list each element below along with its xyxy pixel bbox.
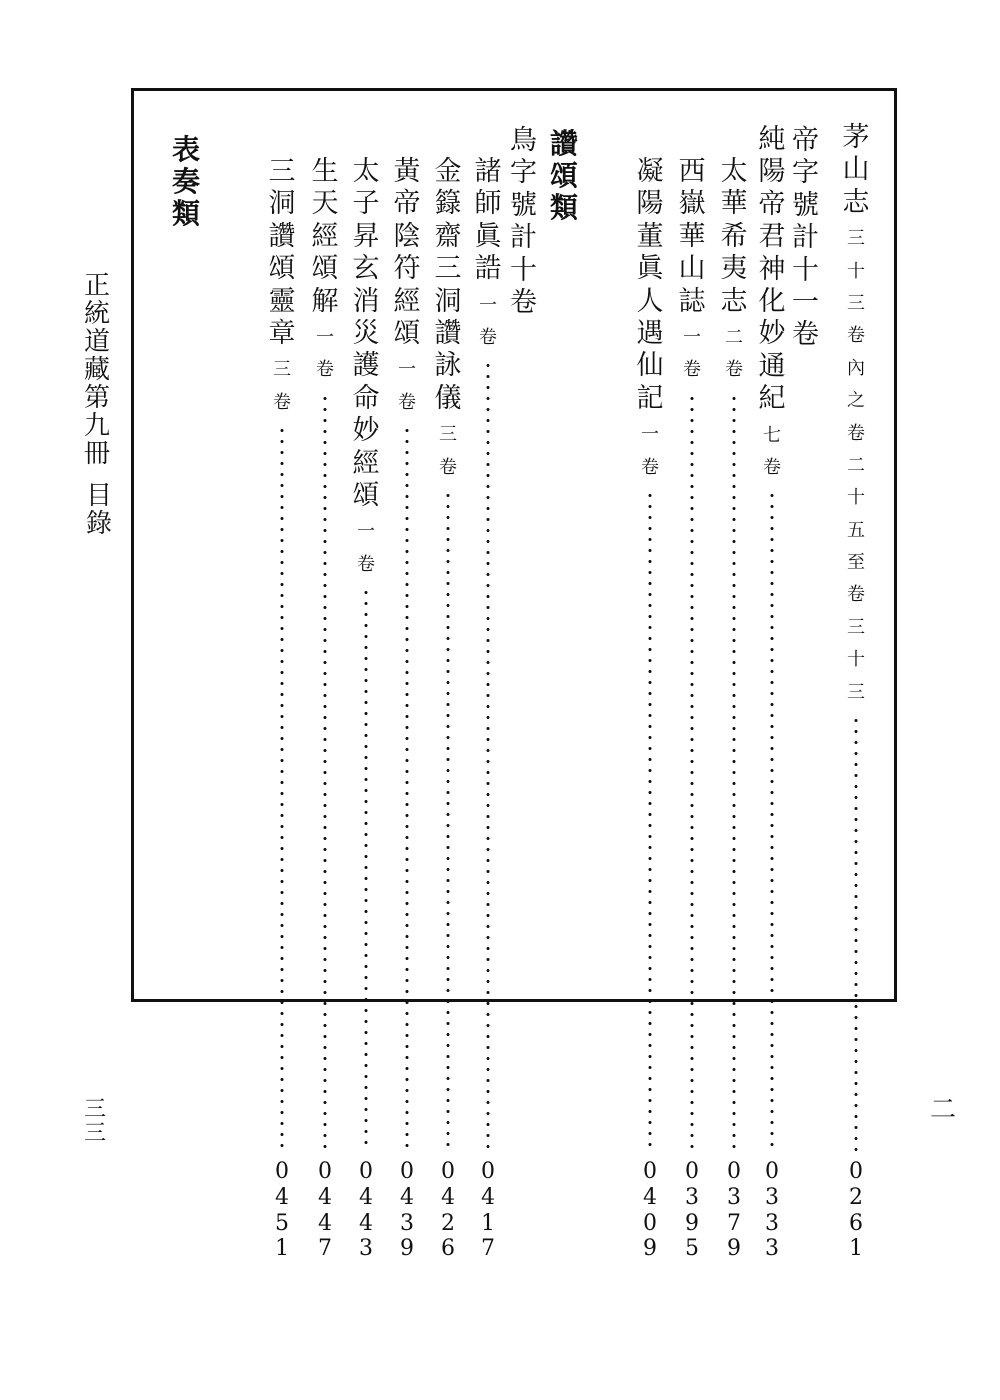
title-char: 純	[758, 124, 786, 155]
title-char: 經	[311, 220, 339, 252]
glyph: 二	[930, 1095, 957, 1125]
entry-page-number	[359, 1159, 373, 1262]
title-char: 詠	[434, 350, 462, 382]
page-digit: 0	[359, 1159, 373, 1185]
glyph: 卷	[792, 319, 819, 351]
title-char: 帝	[393, 188, 421, 220]
entry-volume-note	[398, 354, 416, 419]
title-char: 金	[434, 156, 462, 187]
running-section	[86, 482, 112, 538]
glyph: 號	[792, 189, 819, 221]
title-char: 齋	[434, 220, 462, 252]
note-char: 卷	[847, 584, 865, 606]
page-digit: 3	[765, 1236, 779, 1262]
note-char: 三	[847, 228, 865, 250]
glyph: 類	[550, 191, 579, 225]
title-char: 志	[842, 186, 870, 218]
entry-title	[269, 156, 296, 350]
title-char: 子	[352, 188, 380, 220]
note-char: 十	[847, 260, 865, 282]
title-char: 解	[311, 285, 339, 317]
title-char: 符	[393, 253, 421, 285]
leader-dots	[486, 360, 490, 1151]
title-char: 洞	[434, 285, 462, 317]
glyph: 計	[510, 222, 537, 254]
page-digit: 7	[727, 1210, 741, 1236]
title-char: 護	[352, 350, 380, 382]
title-char: 頌	[268, 253, 296, 285]
running-title	[84, 272, 110, 469]
glyph: 鳥	[510, 125, 537, 156]
glyph: 十	[510, 254, 537, 286]
title-char: 遇	[636, 317, 664, 349]
section-zan-song	[550, 128, 578, 225]
title-char: 三	[268, 156, 296, 187]
title-char: 人	[636, 285, 664, 317]
entry-title	[637, 156, 664, 415]
page-digit: 4	[359, 1184, 373, 1210]
note-char: 卷	[683, 359, 701, 381]
entry-volume-note	[683, 322, 701, 387]
note-char: 卷	[273, 391, 291, 413]
glyph: 三	[84, 1097, 107, 1122]
title-char: 希	[720, 220, 748, 252]
note-char: 卷	[847, 422, 865, 444]
entry-page-number	[400, 1159, 414, 1262]
right-page-number	[930, 1096, 956, 1124]
toc-entry	[387, 156, 427, 1262]
entry-page-number	[318, 1159, 332, 1262]
glyph: 九	[84, 411, 111, 442]
title-char: 天	[311, 188, 339, 220]
note-char: 七	[763, 424, 781, 446]
title-char: 化	[758, 285, 786, 317]
title-char: 眞	[474, 220, 502, 252]
glyph: 錄	[86, 509, 113, 540]
title-char: 三	[434, 253, 462, 285]
title-char: 命	[352, 382, 380, 414]
glyph: 冊	[84, 439, 111, 470]
title-char: 頌	[352, 479, 380, 511]
note-char: 一	[398, 359, 416, 381]
note-char: 卷	[398, 391, 416, 413]
title-char: 儀	[434, 382, 462, 414]
note-char: 之	[847, 390, 865, 412]
glyph: 十	[792, 254, 819, 286]
title-char: 西	[678, 156, 706, 187]
title-char: 誌	[678, 285, 706, 317]
page-digit: 9	[685, 1210, 699, 1236]
toc-entry	[305, 156, 345, 1262]
page-digit: 0	[400, 1159, 414, 1185]
page-digit: 7	[481, 1236, 495, 1262]
title-char: 師	[474, 188, 502, 220]
glyph: 號	[510, 189, 537, 221]
leader-dots	[323, 393, 327, 1151]
title-char: 昇	[352, 220, 380, 252]
title-char: 山	[678, 253, 706, 285]
page-digit: 3	[727, 1184, 741, 1210]
glyph: 頌	[550, 159, 579, 193]
glyph: 一	[792, 286, 819, 318]
title-char: 籙	[434, 188, 462, 220]
entry-page-number	[727, 1159, 741, 1262]
title-char: 嶽	[678, 188, 706, 220]
title-char: 黃	[393, 156, 421, 187]
toc-entry	[672, 156, 712, 1262]
title-char: 君	[758, 221, 786, 253]
page-digit: 4	[359, 1210, 373, 1236]
note-char: 內	[847, 357, 865, 379]
page-digit: 3	[765, 1184, 779, 1210]
entry-title	[394, 156, 421, 350]
entry-page-number	[275, 1159, 289, 1262]
note-char: 卷	[357, 553, 375, 575]
title-char: 陽	[758, 156, 786, 188]
title-char: 經	[352, 447, 380, 479]
glyph: 類	[172, 197, 201, 231]
page-digit: 3	[685, 1184, 699, 1210]
toc-entry	[428, 156, 468, 1262]
title-char: 帝	[758, 188, 786, 220]
page-digit: 0	[275, 1159, 289, 1185]
page-digit: 0	[765, 1159, 779, 1185]
page-digit: 0	[481, 1159, 495, 1185]
title-char: 災	[352, 317, 380, 349]
left-page-number	[84, 1098, 106, 1146]
leader-dots	[770, 490, 774, 1151]
title-char: 陰	[393, 220, 421, 252]
leader-dots	[690, 393, 694, 1151]
page-digit: 4	[441, 1184, 455, 1210]
leader-dots	[648, 490, 652, 1151]
entry-page-number	[685, 1159, 699, 1262]
title-char: 章	[268, 317, 296, 349]
toc-entry	[752, 124, 792, 1262]
entry-volume-note	[439, 419, 457, 484]
glyph: 表	[172, 133, 201, 166]
leader-dots	[405, 425, 409, 1151]
note-char: 三	[847, 616, 865, 638]
note-char: 卷	[847, 325, 865, 347]
entry-volume-note	[479, 290, 497, 355]
page-digit: 3	[359, 1236, 373, 1262]
title-char: 華	[678, 220, 706, 252]
page-digit: 9	[400, 1236, 414, 1262]
title-char: 神	[758, 253, 786, 285]
title-char: 眞	[636, 253, 664, 285]
toc-entry	[714, 156, 754, 1262]
glyph: 讚	[550, 127, 579, 160]
title-char: 太	[720, 156, 748, 187]
note-char: 一	[479, 294, 497, 316]
toc-entry	[630, 156, 670, 1262]
note-char: 三	[847, 681, 865, 703]
entry-page-number	[441, 1159, 455, 1262]
note-char: 一	[316, 326, 334, 348]
entry-title	[435, 156, 462, 415]
page-digit: 5	[275, 1210, 289, 1236]
toc-entry	[262, 156, 302, 1262]
glyph: 字	[510, 157, 537, 189]
page-digit: 0	[318, 1159, 332, 1185]
title-char: 生	[311, 156, 339, 187]
title-char: 太	[352, 156, 380, 187]
entry-volume-note	[641, 419, 659, 484]
title-char: 妙	[758, 318, 786, 350]
entry-title	[679, 156, 706, 318]
page-digit: 6	[441, 1236, 455, 1262]
page-digit: 1	[481, 1210, 495, 1236]
note-char: 至	[847, 552, 865, 574]
page-digit: 4	[275, 1184, 289, 1210]
glyph: 目	[86, 481, 113, 511]
note-char: 十	[847, 649, 865, 671]
entry-title	[843, 122, 870, 219]
title-char: 華	[720, 188, 748, 220]
toc-entry	[468, 156, 508, 1262]
glyph: 正	[84, 271, 111, 301]
page-digit: 9	[727, 1236, 741, 1262]
glyph: 第	[84, 383, 111, 414]
entry-volume-note	[763, 420, 781, 485]
leader-dots	[280, 425, 284, 1151]
note-char: 卷	[479, 326, 497, 348]
title-char: 仙	[636, 350, 664, 382]
note-char: 三	[273, 359, 291, 381]
title-char: 記	[636, 382, 664, 414]
page-digit: 2	[441, 1210, 455, 1236]
title-char: 山	[842, 154, 870, 186]
toc-entry	[346, 156, 386, 1262]
title-char: 玄	[352, 253, 380, 285]
page-digit: 1	[275, 1236, 289, 1262]
title-char: 頌	[311, 253, 339, 285]
note-char: 卷	[316, 359, 334, 381]
entry-title	[353, 156, 380, 512]
title-char: 諸	[474, 156, 502, 187]
page-digit: 4	[400, 1184, 414, 1210]
glyph: 三	[84, 1120, 107, 1146]
page-digit: 0	[685, 1159, 699, 1185]
page-digit: 7	[318, 1236, 332, 1262]
entry-page-number	[765, 1159, 779, 1262]
note-char: 一	[683, 326, 701, 348]
page-digit: 3	[765, 1210, 779, 1236]
note-char: 五	[847, 519, 865, 541]
section-niao-zi	[510, 125, 537, 319]
entry-volume-note	[725, 322, 743, 387]
title-char: 通	[758, 350, 786, 382]
title-char: 讚	[268, 220, 296, 252]
note-char: 二	[847, 454, 865, 476]
title-char: 讚	[434, 317, 462, 349]
title-char: 洞	[268, 188, 296, 220]
note-char: 二	[725, 326, 743, 348]
glyph: 統	[84, 299, 111, 330]
leader-dots	[364, 587, 368, 1151]
page-digit: 5	[685, 1236, 699, 1262]
note-char: 一	[357, 521, 375, 543]
page-digit: 0	[727, 1159, 741, 1185]
page-digit: 4	[643, 1184, 657, 1210]
title-char: 董	[636, 220, 664, 252]
leader-dots	[854, 715, 858, 1151]
page-digit: 0	[643, 1210, 657, 1236]
page-digit: 4	[318, 1210, 332, 1236]
glyph: 字	[792, 157, 819, 189]
note-char: 三	[847, 292, 865, 314]
page-digit: 6	[849, 1210, 863, 1236]
page-digit: 3	[400, 1210, 414, 1236]
page-digit: 0	[849, 1159, 863, 1185]
section-label	[86, 482, 112, 538]
note-char: 一	[641, 424, 659, 446]
entry-volume-note	[316, 322, 334, 387]
title-char: 消	[352, 285, 380, 317]
title-char: 夷	[720, 253, 748, 285]
glyph: 奏	[172, 165, 201, 199]
glyph: 藏	[84, 355, 111, 386]
note-char: 三	[439, 424, 457, 446]
note-char: 卷	[763, 456, 781, 478]
page-digit: 1	[849, 1236, 863, 1262]
title-char: 茅	[842, 122, 870, 153]
page-digit: 0	[643, 1159, 657, 1185]
title-char: 妙	[352, 415, 380, 447]
toc-entry	[836, 122, 876, 1262]
section-di-zi	[792, 125, 819, 352]
note-char: 卷	[725, 359, 743, 381]
title-char: 陽	[636, 188, 664, 220]
title-char: 頌	[393, 317, 421, 349]
section-biao-zou	[172, 134, 200, 231]
entry-title	[759, 124, 786, 416]
note-char: 十	[847, 487, 865, 509]
title-char: 凝	[636, 156, 664, 187]
note-char: 卷	[439, 456, 457, 478]
page-digit: 0	[441, 1159, 455, 1185]
page-digit: 4	[318, 1184, 332, 1210]
page-digit: 9	[643, 1236, 657, 1262]
glyph: 卷	[510, 286, 537, 318]
page-digit: 4	[481, 1184, 495, 1210]
entry-volume-note	[273, 354, 291, 419]
glyph: 計	[792, 222, 819, 254]
entry-title	[475, 156, 502, 286]
title-char: 紀	[758, 383, 786, 415]
entry-title	[312, 156, 339, 318]
volume-title	[84, 272, 110, 469]
title-char: 誥	[474, 253, 502, 285]
entry-page-number	[643, 1159, 657, 1262]
glyph: 道	[84, 327, 111, 358]
note-char: 卷	[641, 456, 659, 478]
entry-page-number	[481, 1159, 495, 1262]
entry-volume-note	[357, 516, 375, 581]
entry-volume-note	[847, 223, 865, 709]
page-digit: 2	[849, 1184, 863, 1210]
glyph: 帝	[792, 125, 819, 156]
entry-page-number	[849, 1159, 863, 1262]
entry-title	[721, 156, 748, 318]
title-char: 經	[393, 285, 421, 317]
title-char: 靈	[268, 285, 296, 317]
leader-dots	[732, 393, 736, 1151]
title-char: 志	[720, 285, 748, 317]
leader-dots	[446, 490, 450, 1151]
